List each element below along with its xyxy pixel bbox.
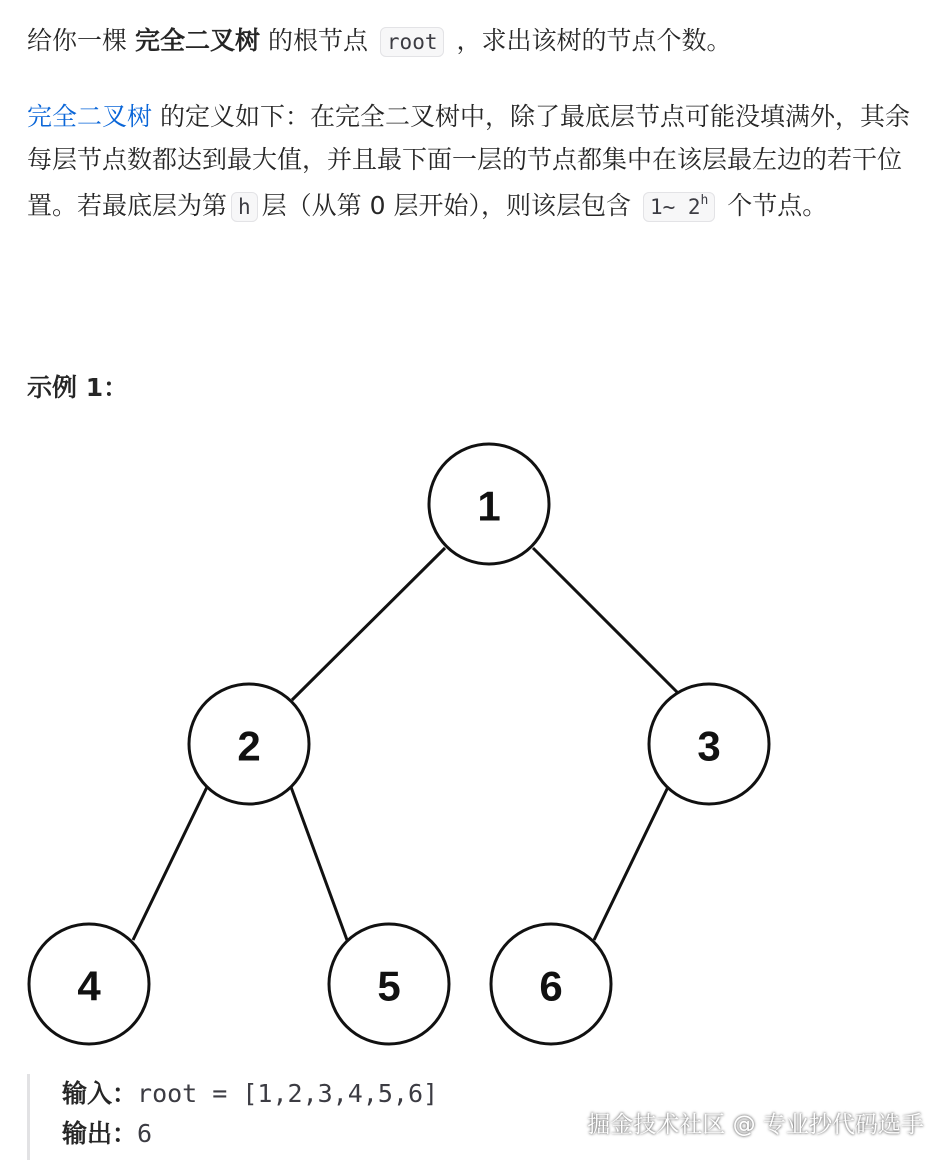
- tree-node-label-3: 3: [697, 722, 721, 770]
- complete-binary-tree-term: 完全二叉树: [134, 26, 260, 55]
- watermark: 掘金技术社区 @ 专业抄代码选手: [587, 1112, 924, 1138]
- intro-prefix: 给你一棵: [27, 26, 128, 55]
- definition-paragraph: [27, 95, 932, 229]
- range-sup: h: [700, 193, 709, 208]
- definition-text-1: 的定义如下：在完全二叉树中，除了最底层节点可能没填满外，其余每层节点数都达到最大值，并且最下面一层的节点都集中在该层最左边的若干位置。若最底层为第: [27, 102, 910, 220]
- output-value: 6: [137, 1119, 153, 1148]
- tree-node-label-2: 2: [237, 722, 261, 770]
- definition-text-3: 个节点。: [727, 191, 828, 220]
- intro-suffix: ，求出该树的节点个数。: [456, 26, 732, 55]
- input-line: [62, 1074, 587, 1114]
- input-value: root = [1,2,3,4,5,6]: [137, 1079, 439, 1108]
- output-line: [62, 1114, 587, 1154]
- problem-statement: [27, 21, 927, 62]
- h-code: h: [231, 192, 258, 222]
- edge-2-4: [133, 787, 207, 940]
- intro-middle: 的根节点: [267, 26, 368, 55]
- output-label: 输出：: [62, 1119, 138, 1148]
- node-range-code: [643, 192, 715, 222]
- root-code: root: [380, 27, 445, 57]
- tree-node-label-6: 6: [539, 962, 563, 1010]
- complete-binary-tree-link[interactable]: 完全二叉树: [27, 102, 153, 131]
- binary-tree-diagram: [0, 420, 952, 1060]
- tree-node-label-5: 5: [377, 962, 401, 1010]
- tree-node-label-1: 1: [477, 482, 501, 530]
- edge-1-2: [292, 548, 445, 700]
- definition-text-2: 层（从第 0 层开始），则该层包含: [261, 191, 631, 220]
- input-label: 输入：: [62, 1079, 138, 1108]
- example-title: 示例 1：: [27, 373, 129, 402]
- edge-3-6: [594, 787, 668, 940]
- edge-2-5: [291, 787, 347, 940]
- example-io-block: [27, 1074, 587, 1160]
- range-base: 1~ 2: [649, 195, 701, 219]
- edge-1-3: [533, 548, 682, 697]
- tree-node-label-4: 4: [77, 962, 101, 1010]
